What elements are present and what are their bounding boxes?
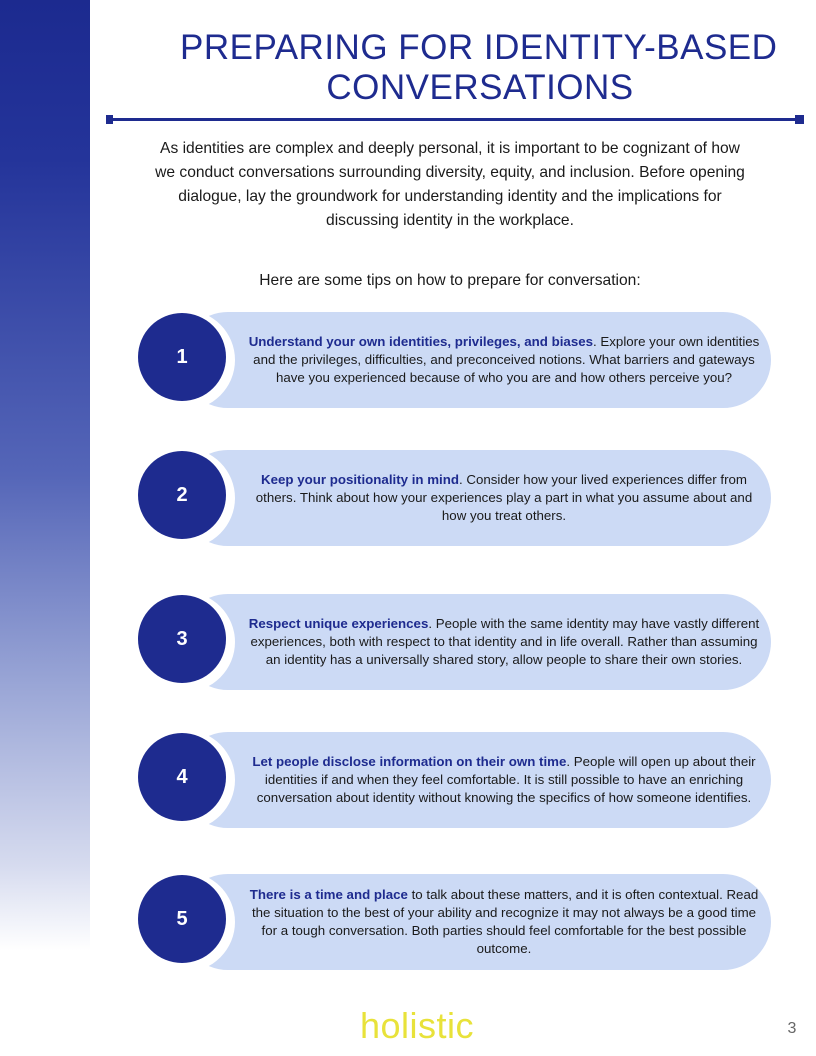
tip-number-badge: 5	[138, 875, 226, 963]
tip-text	[245, 310, 763, 410]
tip-number-ring	[135, 448, 235, 548]
page-title	[110, 28, 816, 108]
tip-number-badge: 2	[138, 451, 226, 539]
tips-lead-in: Here are some tips on how to prepare for conversation:	[259, 272, 641, 289]
tip-text	[245, 592, 763, 692]
page-title-line-2: CONVERSATIONS	[326, 68, 634, 107]
tip-card-1	[135, 310, 775, 410]
page-title-line-1: PREPARING FOR IDENTITY-BASED	[180, 28, 778, 67]
tip-text	[245, 872, 763, 972]
tip-heading: Let people disclose information on their own time	[252, 754, 567, 769]
tip-body: . People with the same identity may have vastly different experiences, both with respect to that identity and in life overall. Rather than assuming an identity has a universally shared story, allow people to share their own stories.	[250, 616, 760, 667]
tip-number-badge: 4	[138, 733, 226, 821]
divider-left-cap	[106, 115, 113, 124]
page-number: 3	[787, 1020, 797, 1037]
tip-number-ring	[135, 592, 235, 692]
tip-body: to talk about these matters, and it is often contextual. Read the situation to the best of your ability and recognize it may not always be a good time for a tough conversation. Both parties should feel comfortable for the best possible outcome.	[251, 887, 759, 956]
tip-card-4	[135, 730, 775, 830]
tip-text	[245, 448, 763, 548]
side-gradient-bar	[0, 0, 90, 1056]
tip-body: . Consider how your lived experiences differ from others. Think about how your experiences play a part in what you assume about and how you treat others.	[255, 472, 753, 523]
tip-heading: Keep your positionality in mind	[261, 472, 459, 487]
tip-number-badge: 1	[138, 313, 226, 401]
tip-number-badge: 3	[138, 595, 226, 683]
tip-text	[245, 730, 763, 830]
tip-card-5	[135, 872, 775, 972]
tip-heading: Respect unique experiences	[248, 616, 429, 631]
tip-number-ring	[135, 730, 235, 830]
tip-card-3	[135, 592, 775, 692]
title-divider	[108, 118, 802, 121]
holistic-logo: holistic	[360, 1005, 475, 1046]
tip-number-ring	[135, 310, 235, 410]
tip-heading: Understand your own identities, privileges, and biases	[248, 334, 594, 349]
tip-number-ring	[135, 872, 235, 972]
tip-heading: There is a time and place	[249, 887, 408, 902]
divider-right-cap	[795, 115, 804, 124]
tip-body: . People will open up about their identities if and when they feel comfortable. It is still possible to have an enriching conversation about identity without knowing the specifics of how someone identifies.	[256, 754, 756, 805]
intro-paragraph: As identities are complex and deeply personal, it is important to be cognizant of how we conduct conversations surrounding diversity, equity, and inclusion. Before opening dialogue, lay the groundwork for understanding identity and the implications for discussing identity in the workplace.	[155, 140, 745, 229]
tip-card-2	[135, 448, 775, 548]
tip-body: . Explore your own identities and the privileges, difficulties, and preconceived notions. What barriers and gateways have you experienced because of who you are and how others perceive you?	[253, 334, 760, 385]
